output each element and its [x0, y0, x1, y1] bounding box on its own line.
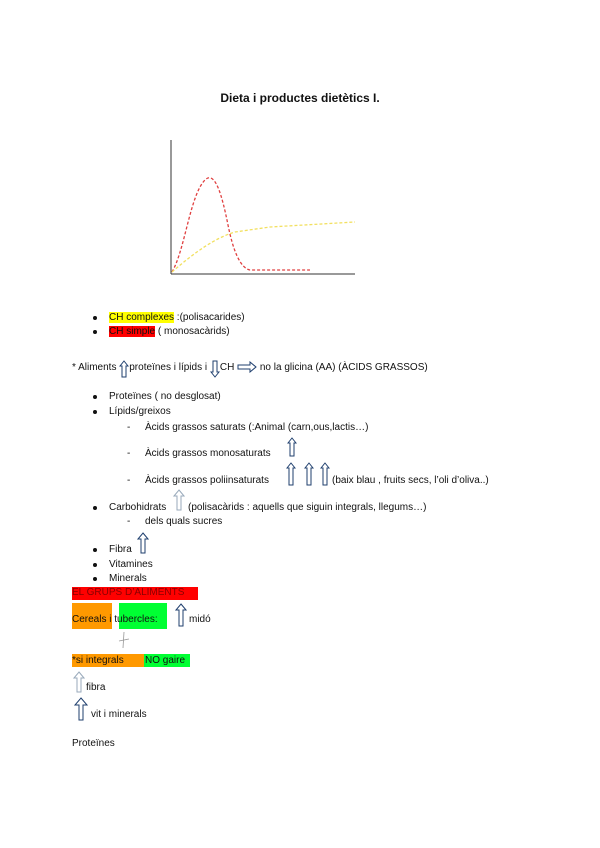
groups-header: EL GRUPS D’ALIMENTS	[72, 587, 198, 600]
page-title: Dieta i productes dietètics I.	[220, 91, 380, 105]
highlight-red: CH simple	[109, 326, 156, 337]
arrow-down-icon	[210, 360, 220, 378]
section-heading: Proteïnes	[72, 738, 115, 749]
sub-list-item: - dels quals sucres	[145, 516, 222, 527]
vit-label: vit i minerals	[91, 709, 147, 720]
arrow-up-icon	[73, 671, 85, 693]
list-item: Minerals	[109, 573, 147, 584]
graph-red-curve	[172, 178, 310, 272]
cereals-label: Cereals i tubercles:	[72, 614, 158, 625]
graph-yellow-curve	[172, 222, 355, 272]
arrow-up-icon	[286, 462, 296, 486]
arrow-up-icon	[74, 697, 88, 721]
arrow-up-icon	[304, 462, 314, 486]
sub-list-item: - Àcids grassos monosaturats	[145, 448, 271, 459]
lipid-note: (baix blau , fruits secs, l’oli d’oliva..)	[332, 475, 489, 486]
carbo-note: (polisacàrids : aquells que siguin integrals, llegums…)	[188, 502, 427, 513]
integrals-green-label: NO gaire	[145, 655, 186, 666]
list-item: Lípids/greixos	[109, 406, 171, 417]
cereals-after: midó	[189, 614, 211, 625]
arrow-up-icon	[320, 462, 330, 486]
list-item: Vitamines	[109, 559, 153, 570]
integrals-orange-label: *si integrals	[72, 655, 124, 666]
list-item: Carbohidrats	[109, 502, 167, 513]
fibra-label: fibra	[86, 682, 106, 693]
arrow-up-icon	[173, 489, 185, 511]
cross-mark-icon	[117, 631, 131, 649]
sub-list-item: - Àcids grassos poliinsaturats	[145, 475, 269, 486]
sub-list-item: - Àcids grassos saturats (:Animal (carn,ous,lactis…)	[145, 422, 368, 433]
arrow-up-icon	[137, 532, 149, 554]
list-item: Fibra	[109, 544, 132, 555]
list-item: CH simple ( monosacàrids)	[109, 326, 230, 337]
arrow-up-icon	[287, 437, 297, 457]
aliments-line: * Aliments proteïnes i lípids i CH no la glicina (AA) (ÀCIDS GRASSOS)	[72, 358, 428, 378]
highlight-yellow: CH complexes	[109, 312, 175, 323]
sketch-graph	[160, 140, 360, 280]
arrow-right-icon	[237, 361, 257, 373]
list-item: CH complexes :(polisacarides)	[109, 312, 245, 323]
arrow-up-icon	[119, 360, 129, 378]
list-item: Proteïnes ( no desglosat)	[109, 391, 221, 402]
arrow-up-icon	[175, 603, 187, 627]
